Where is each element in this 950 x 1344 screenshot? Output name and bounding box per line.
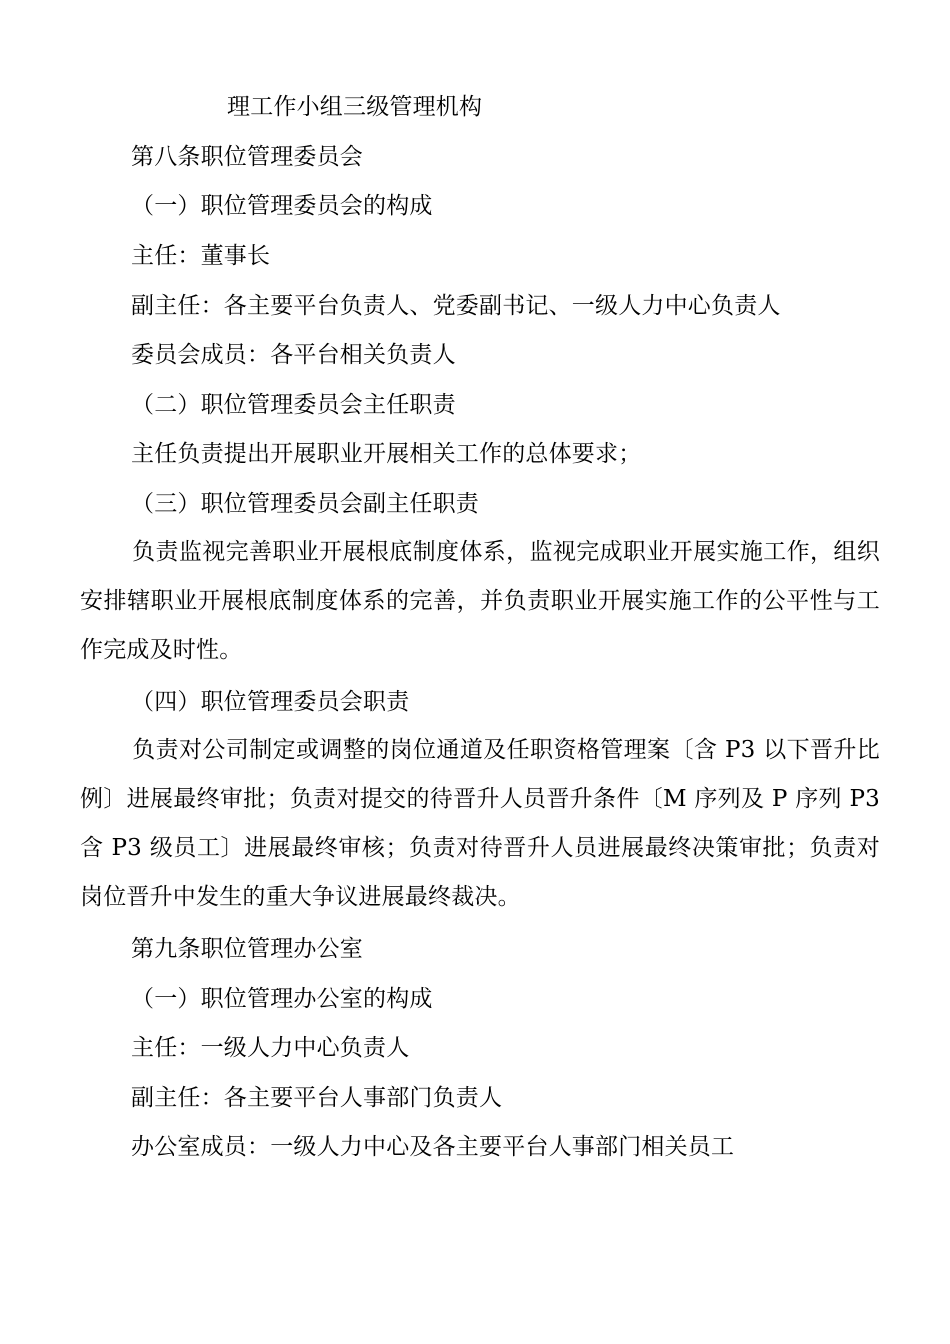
article-9-heading: 第九条职位管理办公室 xyxy=(131,936,363,962)
paragraph-line: 办公室成员：一级人力中心及各主要平台人事部门相关员工 xyxy=(131,1134,735,1160)
paragraph-text: 负责监视完善职业开展根底制度体系，监视完成职业开展实施工作，组织安排辖职业开展根底制度体系的完善，并负责职业开展实施工作的公平性与工作完成及时性。 xyxy=(80,539,880,663)
article-8-heading: 第八条职位管理委员会 xyxy=(131,144,363,170)
body-paragraph xyxy=(80,528,880,675)
paragraph-line: 副主任：各主要平台负责人、党委副书记、一级人力中心负责人 xyxy=(131,293,781,319)
paragraph-text: 负责对公司制定或调整的岗位通道及任职资格管理案〔含 P3 以下晋升比例〕进展最终审批；负责对提交的待晋升人员晋升条件〔M 序列及 P 序列 P3 含 P3 级员工〕进展最终审核；负责对待晋升人员进展最终决策审批；负责对岗位晋升中发生的重大争议进展最终裁决。 xyxy=(80,737,880,910)
body-paragraph xyxy=(80,726,880,922)
section-heading: （三）职位管理委员会副主任职责 xyxy=(131,491,479,517)
paragraph-line: 主任负责提出开展职业开展相关工作的总体要求； xyxy=(131,441,642,467)
paragraph-line: 委员会成员：各平台相关负责人 xyxy=(131,342,456,368)
section-heading: （一）职位管理委员会的构成 xyxy=(131,193,433,219)
paragraph-line: 副主任：各主要平台人事部门负责人 xyxy=(131,1085,503,1111)
section-heading: （一）职位管理办公室的构成 xyxy=(131,986,433,1012)
section-heading: （二）职位管理委员会主任职责 xyxy=(131,392,456,418)
heading-continuation: 理工作小组三级管理机构 xyxy=(227,94,483,120)
paragraph-line: 主任：一级人力中心负责人 xyxy=(131,1035,410,1061)
section-heading: （四）职位管理委员会职责 xyxy=(131,689,410,715)
paragraph-line: 主任：董事长 xyxy=(131,243,271,269)
